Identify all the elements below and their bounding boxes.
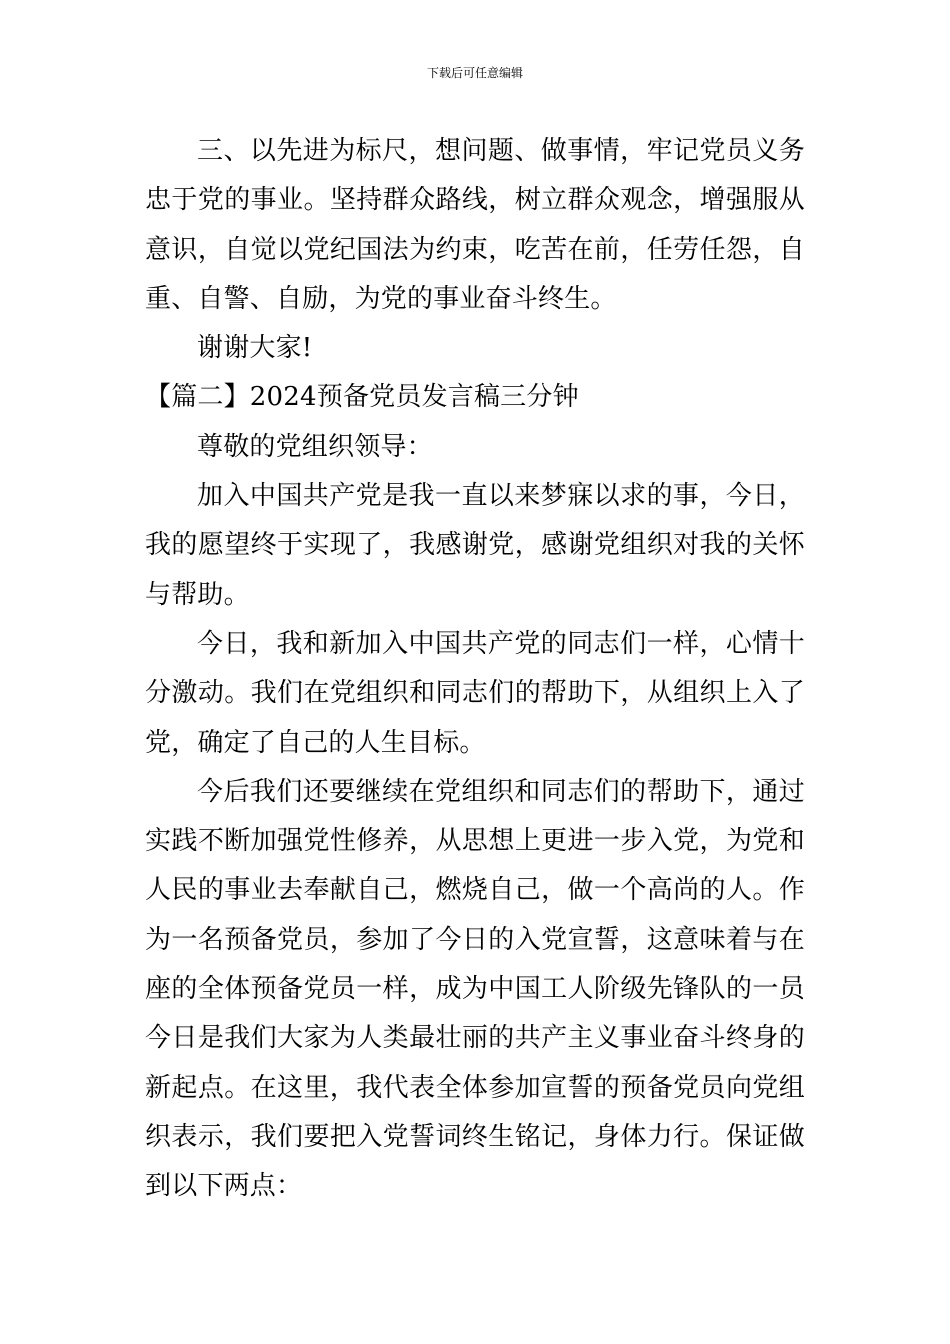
paragraph-point-three: 三、以先进为标尺，想问题、做事情，牢记党员义务忠于党的事业。坚持群众路线，树立群众观念，增强服从意识，自觉以党纪国法为约束，吃苦在前，任劳任怨，自重、自警、自励，为党的事业奋斗终生。 xyxy=(145,136,805,314)
paragraph-thanks: 谢谢大家! xyxy=(197,333,313,364)
paragraph-joining: 加入中国共产党是我一直以来梦寐以求的事，今日，我的愿望终于实现了，我感谢党，感谢党组织对我的关怀与帮助。 xyxy=(145,481,805,610)
section-heading: 【篇二】2024预备党员发言稿三分钟 xyxy=(145,382,579,413)
page-header: 下载后可任意编辑 xyxy=(426,66,523,80)
paragraph-today: 今日，我和新加入中国共产党的同志们一样，心情十分激动。我们在党组织和同志们的帮助下，从组织上入了党，确定了自己的人生目标。 xyxy=(145,628,805,758)
paragraph-salutation: 尊敬的党组织领导： xyxy=(197,431,433,462)
paragraph-future: 今后我们还要继续在党组织和同志们的帮助下，通过实践不断加强党性修养，从思想上更进一步入党，为党和人民的事业去奉献自己，燃烧自己，做一个高尚的人。作为一名预备党员，参加了今日的入党宣誓，这意味着与在座的全体预备党员一样，成为中国工人阶级先锋队的一员今日是我们大家为人类最壮丽的共产主义事业奋斗终身的新起点。在这里，我代表全体参加宣誓的预备党员向党组织表示，我们要把入党誓词终生铭记，身体力行。保证做到以下两点： xyxy=(145,776,805,1202)
document-body xyxy=(145,127,805,1212)
